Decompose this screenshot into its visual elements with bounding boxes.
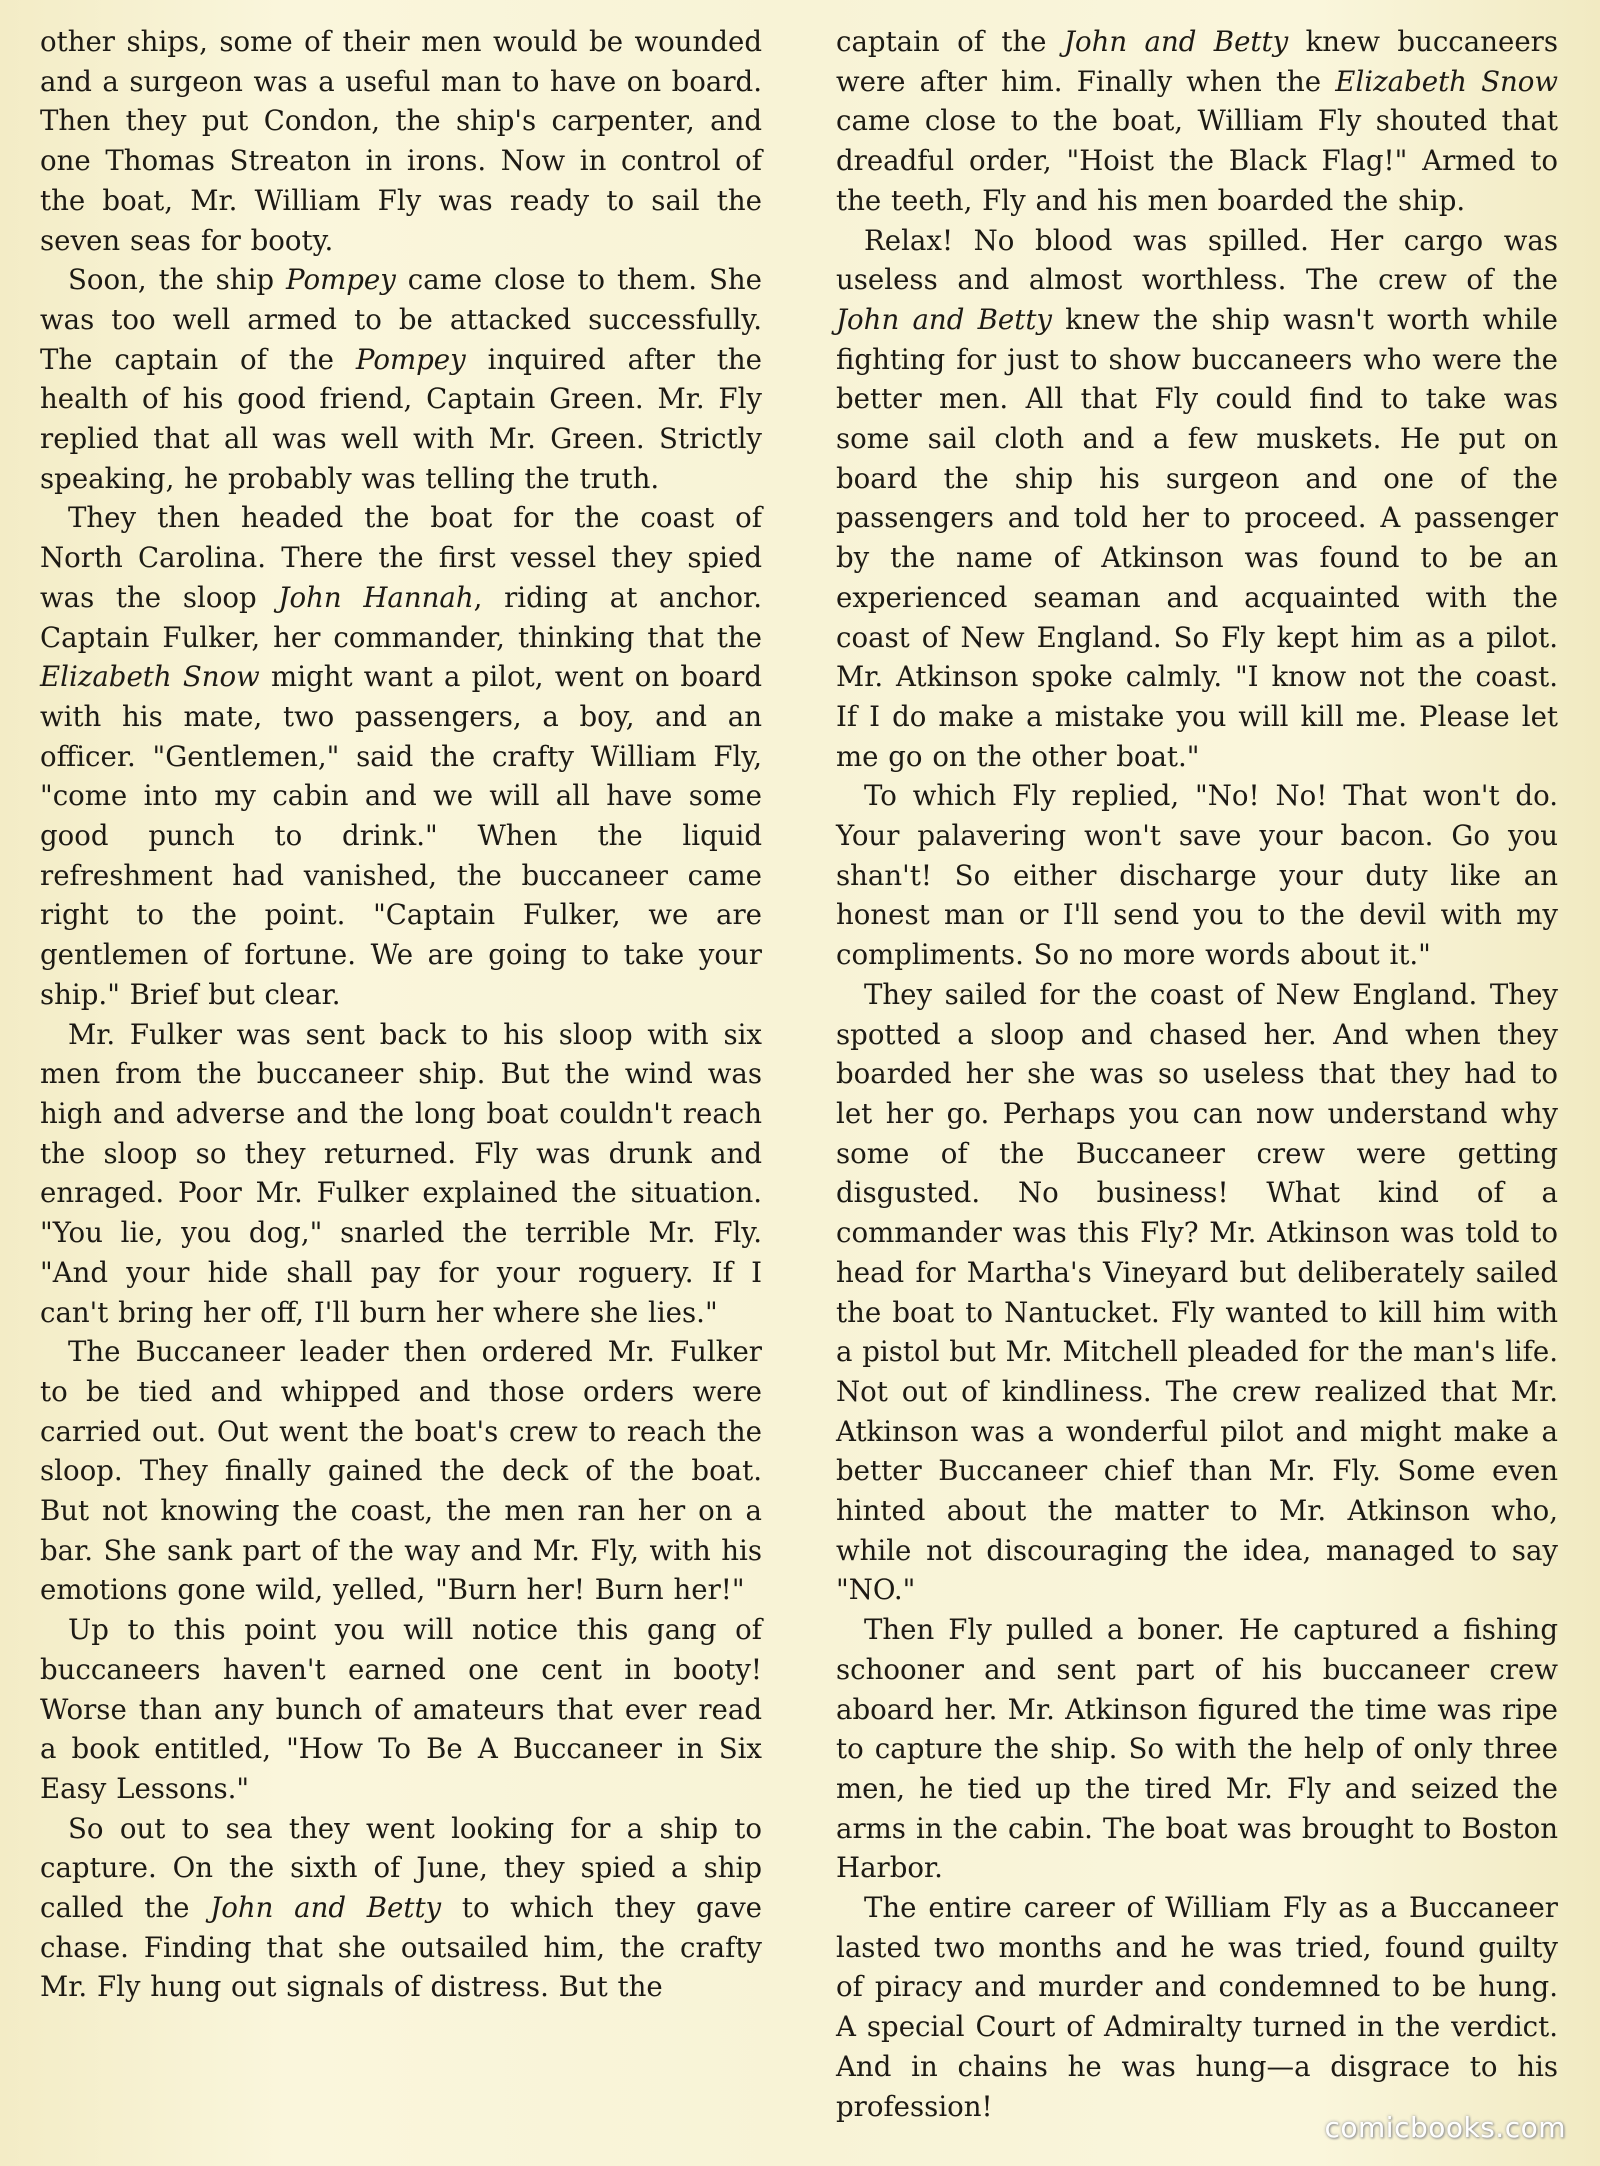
paragraph: The entire career of William Fly as a Buccaneer lasted two months and he was tried, found guilty of piracy and murder and condemned to be hung. A special Court of Admiralty turned in the verdict. And in chains he was hung—a disgrace to his profession! — [836, 1891, 1558, 2123]
right-text-column — [836, 22, 1558, 2126]
site-watermark: comicbooks.com — [1324, 2111, 1566, 2144]
paragraph: They sailed for the coast of New England. They spotted a sloop and chased her. And when they boarded her she was so useless that they had to let her go. Perhaps you can now understand why some of the Buccaneer crew were getting disgusted. No business! What kind of a commander was this Fly? Mr. Atkinson was told to head for Martha's Vineyard but deliberately sailed the boat to Nantucket. Fly wanted to kill him with a pistol but Mr. Mitchell pleaded for the man's life. Not out of kindliness. The crew realized that Mr. Atkinson was a wonderful pilot and might make a better Buccaneer chief than Mr. Fly. Some even hinted about the matter to Mr. Atkinson who, while not discouraging the idea, managed to say "NO." — [836, 977, 1558, 1607]
paragraph: Up to this point you will notice this gang of buccaneers haven't earned one cent in booty! Worse than any bunch of amateurs that ever read a book entitled, "How To Be A Buccaneer in Six Easy Lessons." — [40, 1613, 762, 1805]
paragraph: Mr. Fulker was sent back to his sloop with six men from the buccaneer ship. But the wind was high and adverse and the long boat couldn't reach the sloop so they returned. Fly was drunk and enraged. Poor Mr. Fulker explained the situation. "You lie, you dog," snarled the terrible Mr. Fly. "And your hide shall pay for your roguery. If I can't bring her off, I'll burn her where she lies." — [40, 1017, 762, 1329]
paragraph: They then headed the boat for the coast of North Carolina. There the first vessel they spied was the sloop John Hannah, riding at anchor. Captain Fulker, her commander, thinking that the Elizabeth Snow might want a pilot, went on board with his mate, two passengers, a boy, and an officer. "Gentlemen," said the crafty William Fly, "come into my cabin and we will all have some good punch to drink." When the liquid refreshment had vanished, the buccaneer came right to the point. "Captain Fulker, we are gentlemen of fortune. We are going to take your ship." Brief but clear. — [40, 501, 762, 1011]
paragraph: To which Fly replied, "No! No! That won't do. Your palavering won't save your bacon. Go you shan't! So either discharge your duty like an honest man or I'll send you to the devil with my compliments. So no more words about it." — [836, 779, 1558, 972]
left-text-column — [40, 22, 762, 2007]
paragraph: So out to sea they went looking for a ship to capture. On the sixth of June, they spied a ship called the John and Betty to which they gave chase. Finding that she outsailed him, the crafty Mr. Fly hung out signals of distress. But the — [40, 1811, 762, 2004]
paragraph: Then Fly pulled a boner. He captured a fishing schooner and sent part of his buccaneer crew aboard her. Mr. Atkinson figured the time was ripe to capture the ship. So with the help of only three men, he tied up the tired Mr. Fly and seized the arms in the cabin. The boat was brought to Boston Harbor. — [836, 1613, 1558, 1885]
paragraph: The Buccaneer leader then ordered Mr. Fulker to be tied and whipped and those orders were carried out. Out went the boat's crew to reach the sloop. They finally gained the deck of the boat. But not knowing the coast, the men ran her on a bar. She sank part of the way and Mr. Fly, with his emotions gone wild, yelled, "Burn her! Burn her!" — [40, 1335, 762, 1607]
paragraph: Relax! No blood was spilled. Her cargo was useless and almost worthless. The crew of the John and Betty knew the ship wasn't worth while fighting for just to show buccaneers who were the better men. All that Fly could find to take was some sail cloth and a few muskets. He put on board the ship his surgeon and one of the passengers and told her to proceed. A passenger by the name of Atkinson was found to be an experienced seaman and acquainted with the coast of New England. So Fly kept him as a pilot. Mr. Atkinson spoke calmly. "I know not the coast. If I do make a mistake you will kill me. Please let me go on the other boat." — [836, 223, 1558, 773]
paragraph: captain of the John and Betty knew buccaneers were after him. Finally when the Elizabeth Snow came close to the boat, William Fly shouted that dreadful order, "Hoist the Black Flag!" Armed to the teeth, Fly and his men boarded the ship. — [836, 25, 1558, 217]
paragraph: Soon, the ship Pompey came close to them. She was too well armed to be attacked successfully. The captain of the Pompey inquired after the health of his good friend, Captain Green. Mr. Fly replied that all was well with Mr. Green. Strictly speaking, he probably was telling the truth. — [40, 263, 762, 495]
paragraph: other ships, some of their men would be wounded and a surgeon was a useful man to have on board. Then they put Condon, the ship's carpenter, and one Thomas Streaton in irons. Now in control of the boat, Mr. William Fly was ready to sail the seven seas for booty. — [40, 25, 762, 257]
